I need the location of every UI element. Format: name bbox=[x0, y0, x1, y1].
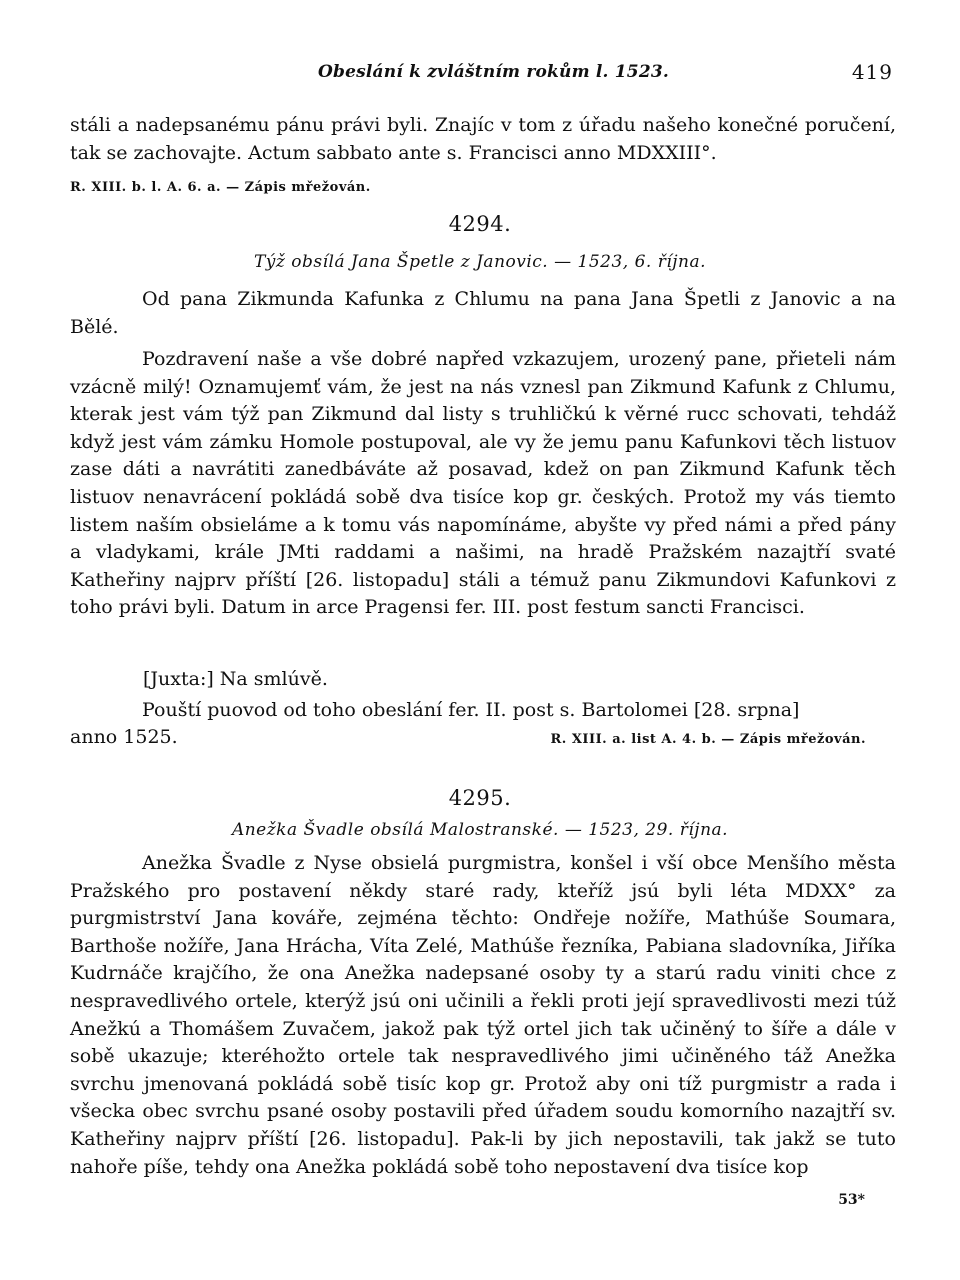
entry-address-4294 bbox=[70, 286, 896, 341]
source-note: R. XIII. b. l. A. 6. a. — Zápis mřežován. bbox=[70, 180, 371, 195]
source-note: R. XIII. a. list A. 4. b. — Zápis mřežován. bbox=[550, 732, 866, 747]
entry-body-4294 bbox=[70, 346, 896, 622]
postscript-text: Pouští puovod od toho obeslání fer. II. post s. Bartolomei [28. srpna] bbox=[142, 699, 800, 721]
prev-entry-source-row bbox=[70, 172, 896, 202]
address-text: Od pana Zikmunda Kafunka z Chlumu na pana Jana Špetli z Janovic a na Bělé. bbox=[70, 288, 896, 338]
postscript-line-2-row bbox=[70, 726, 896, 748]
entry-body-4295 bbox=[70, 850, 896, 1181]
juxta-note: [Juxta:] Na smlúvě. bbox=[143, 668, 328, 690]
postscript-year: anno 1525. bbox=[70, 726, 178, 748]
entry-title-4294: Týž obsílá Jana Špetle z Janovic. — 1523, 6. října. bbox=[253, 252, 707, 272]
prev-entry-text: stáli a nadepsanému pánu právi byli. Znajíc v tom z úřadu našeho konečné poručení, tak se zachovajte. Actum sabbato ante s. Francisci anno MDXXIII°. bbox=[70, 114, 896, 164]
signature-mark: 53* bbox=[838, 1192, 865, 1208]
prev-entry-block bbox=[70, 112, 896, 167]
running-title: Obeslání k zvláštním rokům l. 1523. bbox=[318, 62, 670, 82]
entry-number-4295: 4295. bbox=[448, 786, 512, 810]
body-text: Pozdravení naše a vše dobré napřed vzkazujem, urozený pane, přieteli nám vzácně milý! Oznamujemť vám, že jest na nás vznesl pan Zikmund Kafunk z Chlumu, kterak jest vám týž pan Zikmund dal listy s truhličkú k věrné rucc schovati, tehdáž když jest vám zámku Homole postupoval, ale vy že jemu panu Kafunkovi těch listuov zase dáti a navrátiti zanedbáváte až posavad, kdež on pan Zikmund Kafunk těch listuov nenavrácení pokládá sobě dva tisíce kop gr. českých. Protož my vás tiemto listem naším obsieláme a k tomu vás napomínáme, abyšte vy před námi a před pány a vladykami, krále JMti raddami a našimi, na hradě Pražském nazajtří svaté Katheřiny najprv příští [26. listopadu] stáli a témuž panu Zikmundovi Kafunkovi z toho právi byli. Datum in arce Pragensi fer. III. post festum sancti Francisci. bbox=[70, 348, 896, 619]
entry-number-4294: 4294. bbox=[448, 212, 512, 236]
postscript-line-1 bbox=[70, 697, 896, 725]
page-number: 419 bbox=[851, 60, 893, 84]
entry-title-4295: Anežka Švadle obsílá Malostranské. — 1523, 29. října. bbox=[231, 820, 729, 840]
body-text: Anežka Švadle z Nyse obsielá purgmistra, konšel i vší obce Menšího města Pražského pro postavení někdy staré rady, kteříž jsú byli léta MDXX° za purgmistrství Jana kováře, zejména těchto: Ondřeje nožíře, Mathúše Soumara, Barthoše nožíře, Jana Hrácha, Víta Zelé, Mathúše řezníka, Pabiana sladovníka, Jiříka Kudrnáče krajčího, že ona Anežka nadepsané osoby ty a starú radu viniti chce z nespravedlivého ortele, kterýž jsú oni učinili a řekli proti její spravedlivosti mezi túž Anežkú a Thomášem Zuvačem, jakož pak týž ortel jich tak učiněný to šíře a dále v sobě ukazuje; kteréhožto ortele tak nespravedlivého jimi učiněného táž Anežka svrchu jmenovaná pokládá sobě tisíc kop gr. Protož aby oni tíž purgmistr a rada i všecka obec svrchu psané osoby postavili před úřadem soudu komorního nazajtří sv. Katheřiny najprv příští [26. listopadu]. Pak-li by jich nepostavili, tak jakž se tuto nahoře píše, tehdy ona Anežka pokládá sobě toho nepostavení dva tisíce kop bbox=[70, 852, 896, 1178]
